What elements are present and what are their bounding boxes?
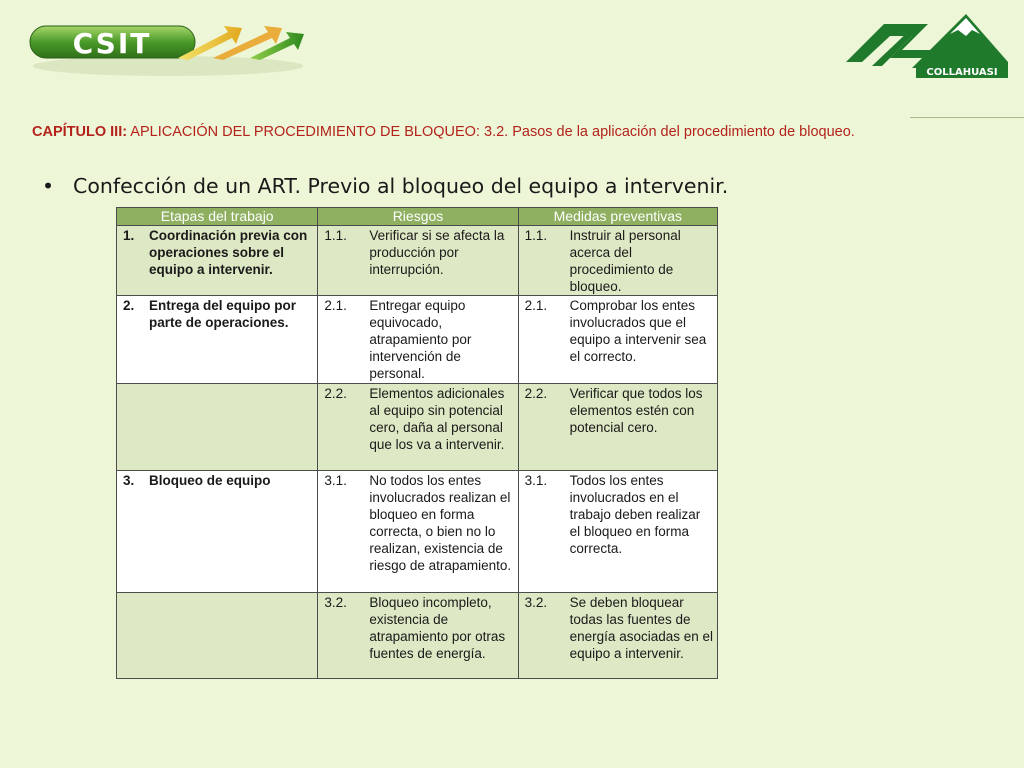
risk-text: Verificar si se afecta la producción por interrupción. xyxy=(369,228,505,277)
risk-number: 2.2. xyxy=(324,386,347,401)
stage-text: Entrega del equipo por parte de operaciones. xyxy=(149,298,297,330)
table-row xyxy=(117,471,718,593)
stage-text: Bloqueo de equipo xyxy=(149,473,271,488)
risk-number: 1.1. xyxy=(324,228,347,243)
collahuasi-logo xyxy=(842,6,1012,82)
stage-cell xyxy=(117,226,318,296)
risk-text: No todos los entes involucrados realizan el bloqueo en forma correcta, o bien no lo realizan, existencia de riesgo de atrapamiento. xyxy=(369,473,512,573)
stage-number: 3. xyxy=(123,473,135,488)
risk-text: Entregar equipo equivocado, atrapamiento por intervención de personal. xyxy=(369,298,472,381)
header-divider xyxy=(910,117,1024,118)
stage-number: 2. xyxy=(123,298,135,313)
bullet-text: Confección de un ART. Previo al bloqueo del equipo a intervenir. xyxy=(73,174,729,198)
measure-number: 1.1. xyxy=(524,228,548,243)
collahuasi-logo-text: COLLAHUASI xyxy=(926,67,998,78)
measure-text: Todos los entes involucrados en el trabajo deben realizar el bloqueo en forma correcta. xyxy=(569,473,701,556)
risk-text: Elementos adicionales al equipo sin potencial cero, daña al personal que los va a intervenir. xyxy=(369,386,505,452)
risk-cell xyxy=(318,226,518,296)
measure-number: 3.2. xyxy=(524,595,548,610)
stage-cell xyxy=(117,471,318,593)
table-row xyxy=(117,593,718,679)
risk-cell xyxy=(318,471,518,593)
stage-number: 1. xyxy=(123,228,135,243)
risk-number: 2.1. xyxy=(324,298,347,313)
art-table xyxy=(116,207,718,679)
header-riesgos: Riesgos xyxy=(318,208,518,226)
stage-cell xyxy=(117,593,318,679)
csit-logo-graphic xyxy=(28,18,308,78)
risk-number: 3.2. xyxy=(324,595,347,610)
risk-text: Bloqueo incompleto, existencia de atrapamiento por otras fuentes de energía. xyxy=(369,595,506,661)
measure-cell xyxy=(518,471,717,593)
measure-number: 2.2. xyxy=(524,386,548,401)
chapter-heading xyxy=(32,123,952,142)
risk-cell xyxy=(318,593,518,679)
measure-number: 3.1. xyxy=(524,473,548,488)
header-etapas: Etapas del trabajo xyxy=(117,208,318,226)
table-header-row xyxy=(117,208,718,226)
measure-cell xyxy=(518,226,717,296)
chapter-text: APLICACIÓN DEL PROCEDIMIENTO DE BLOQUEO: 3.2. Pasos de la aplicación del procedimiento de bloqueo. xyxy=(127,124,855,140)
stage-cell xyxy=(117,296,318,384)
measure-number: 2.1. xyxy=(524,298,548,313)
measure-text: Comprobar los entes involucrados que el equipo a intervenir sea el correcto. xyxy=(569,298,707,364)
risk-number: 3.1. xyxy=(324,473,347,488)
measure-cell xyxy=(518,384,717,471)
bullet-symbol: • xyxy=(42,174,55,198)
risk-cell xyxy=(318,384,518,471)
measure-cell xyxy=(518,593,717,679)
chapter-label: CAPÍTULO III: xyxy=(32,124,128,140)
collahuasi-logo-graphic xyxy=(842,6,1012,82)
measure-text: Instruir al personal acerca del procedimiento de bloqueo. xyxy=(569,228,681,294)
table-row xyxy=(117,384,718,471)
bullet-item xyxy=(42,174,728,198)
stage-text: Coordinación previa con operaciones sobre el equipo a intervenir. xyxy=(149,228,308,277)
measure-text: Verificar que todos los elementos estén con potencial cero. xyxy=(569,386,703,435)
stage-cell xyxy=(117,384,318,471)
risk-cell xyxy=(318,296,518,384)
table-row xyxy=(117,226,718,296)
csit-logo-text: CSIT xyxy=(72,27,152,60)
header-medidas: Medidas preventivas xyxy=(518,208,717,226)
measure-text: Se deben bloquear todas las fuentes de energía asociadas en el equipo a intervenir. xyxy=(569,595,714,661)
csit-logo xyxy=(28,18,308,78)
table-row xyxy=(117,296,718,384)
measure-cell xyxy=(518,296,717,384)
